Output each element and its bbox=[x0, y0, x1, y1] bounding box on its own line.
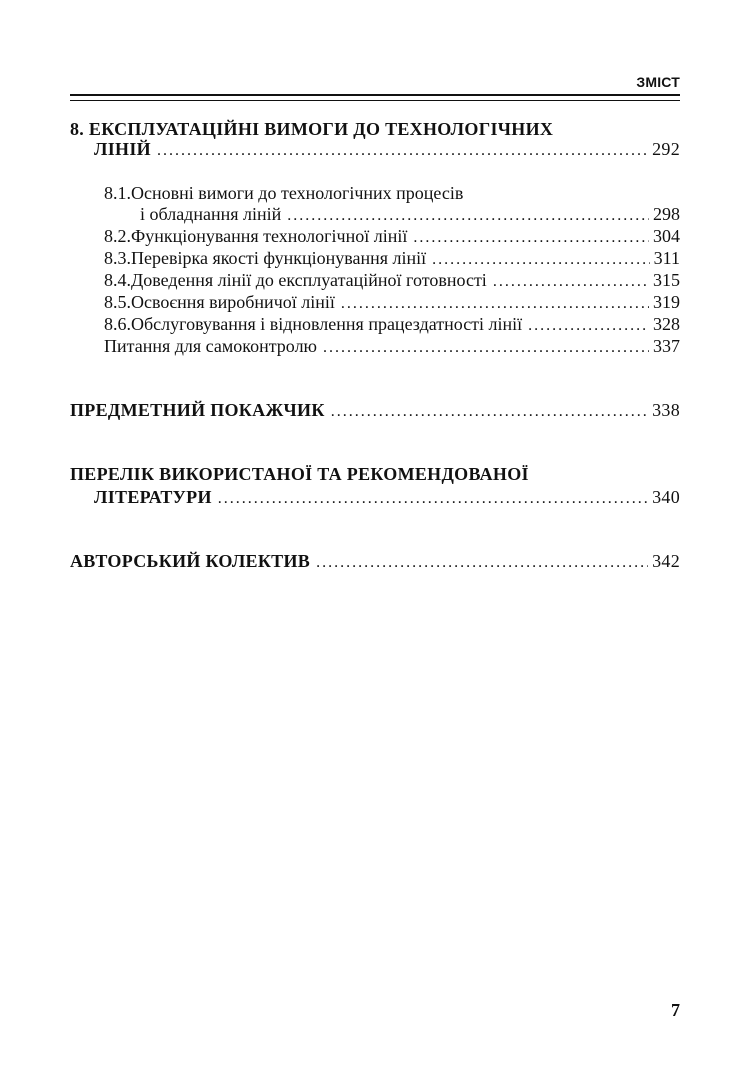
section-8-2-title: 8.2.Функціонування технологічної лінії bbox=[104, 226, 408, 246]
leader-dots bbox=[323, 337, 649, 359]
section-8-6-title: 8.6.Обслуговування і відновлення працездатності лінії bbox=[104, 314, 523, 334]
section-8-3-page: 311 bbox=[653, 248, 680, 268]
literature-title-line1: ПЕРЕЛІК ВИКОРИСТАНОЇ ТА РЕКОМЕНДОВАНОЇ bbox=[70, 464, 529, 484]
header-rule-thin bbox=[70, 100, 680, 101]
section-8-1-line1: 8.1.Основні вимоги до технологічних процесів bbox=[104, 183, 464, 203]
leader-dots bbox=[287, 205, 649, 227]
section-8-3-entry bbox=[104, 247, 680, 271]
section-8-4-entry bbox=[104, 269, 680, 293]
leader-dots bbox=[341, 293, 649, 315]
section-8-5-page: 319 bbox=[653, 292, 680, 312]
leader-dots bbox=[493, 271, 649, 293]
leader-dots bbox=[218, 488, 648, 510]
leader-dots bbox=[432, 249, 650, 271]
leader-dots bbox=[331, 401, 648, 423]
section-8-2-entry bbox=[104, 225, 680, 249]
running-head: ЗМІСТ bbox=[636, 74, 680, 90]
leader-dots bbox=[528, 315, 649, 337]
authors-title: АВТОРСЬКИЙ КОЛЕКТИВ bbox=[70, 551, 311, 571]
literature-title-line2: ЛІТЕРАТУРИ bbox=[94, 487, 212, 507]
chapter-8-page: 292 bbox=[652, 139, 680, 159]
authors-entry bbox=[70, 550, 680, 574]
leader-dots bbox=[413, 227, 649, 249]
subject-index-entry bbox=[70, 399, 680, 423]
authors-page: 342 bbox=[652, 551, 680, 571]
section-8-3-title: 8.3.Перевірка якості функціонування лінії bbox=[104, 248, 427, 268]
self-check-page: 337 bbox=[653, 336, 680, 356]
subject-index-page: 338 bbox=[652, 400, 680, 420]
section-8-5-title: 8.5.Освоєння виробничої лінії bbox=[104, 292, 335, 312]
section-8-4-title: 8.4.Доведення лінії до експлуатаційної готовності bbox=[104, 270, 487, 290]
literature-entry bbox=[94, 486, 680, 510]
literature-page: 340 bbox=[652, 487, 680, 507]
section-8-6-page: 328 bbox=[653, 314, 680, 334]
section-8-1-page: 298 bbox=[653, 204, 680, 224]
chapter-8-title-line1: 8. ЕКСПЛУАТАЦІЙНІ ВИМОГИ ДО ТЕХНОЛОГІЧНИХ bbox=[70, 119, 554, 139]
page-number: 7 bbox=[671, 1000, 680, 1020]
section-8-2-page: 304 bbox=[653, 226, 680, 246]
self-check-title: Питання для самоконтролю bbox=[104, 336, 318, 356]
header-rule-thick bbox=[70, 94, 680, 96]
section-8-4-page: 315 bbox=[653, 270, 680, 290]
leader-dots bbox=[316, 552, 648, 574]
leader-dots bbox=[157, 140, 648, 162]
section-8-6-entry bbox=[104, 313, 680, 337]
section-8-1-line2: і обладнання ліній bbox=[140, 204, 282, 224]
section-8-5-entry bbox=[104, 291, 680, 315]
chapter-8-title-line2: ЛІНІЙ bbox=[94, 139, 151, 159]
self-check-entry bbox=[104, 335, 680, 359]
subject-index-title: ПРЕДМЕТНИЙ ПОКАЖЧИК bbox=[70, 400, 325, 420]
chapter-8-entry bbox=[94, 138, 680, 162]
section-8-1-entry bbox=[140, 203, 680, 227]
